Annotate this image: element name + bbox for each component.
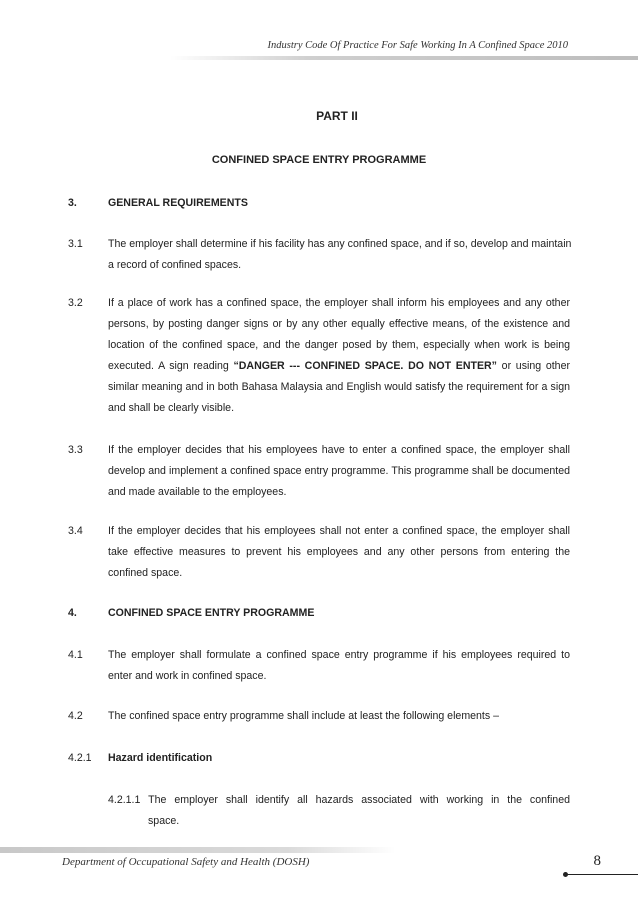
- paragraph-number: 4.2.1.1: [108, 794, 141, 806]
- paragraph-number: 3.3: [68, 444, 83, 456]
- paragraph-line: [108, 790, 570, 811]
- part-title: PART II: [316, 109, 358, 123]
- paragraph-line: If a place of work has a confined space, the employer shall inform his employees and any other: [108, 297, 570, 309]
- header-rule: [170, 56, 638, 60]
- paragraph-4-2: [68, 706, 570, 727]
- paragraph-line: take effective measures to prevent his employees and any other persons from entering the: [108, 546, 570, 558]
- section-number: 4.: [68, 607, 77, 619]
- paragraph-line: [108, 356, 570, 377]
- page-number-dot: [563, 872, 568, 877]
- paragraph-line: space.: [148, 815, 180, 827]
- section-4-heading-row: [68, 603, 570, 624]
- section-heading: GENERAL REQUIREMENTS: [108, 197, 248, 209]
- paragraph-line: similar meaning and in both Bahasa Malaysia and English would satisfy the requirement for a sign: [108, 381, 570, 393]
- paragraph-line: and shall be clearly visible.: [108, 402, 235, 414]
- paragraph-line: persons, by posting danger signs or by any other equally effective means, of the existence and: [108, 318, 570, 330]
- paragraph-line: The employer shall determine if his facility has any confined space, and if so, develop and maintain: [108, 238, 572, 250]
- paragraph-line: a record of confined spaces.: [108, 259, 242, 271]
- paragraph-line: enter and work in confined space.: [108, 670, 267, 682]
- section-heading: CONFINED SPACE ENTRY PROGRAMME: [108, 607, 315, 619]
- paragraph-line: The employer shall formulate a confined space entry programme if his employees required to: [108, 649, 570, 661]
- text-run: executed. A sign reading: [108, 360, 234, 372]
- paragraph-line: develop and implement a confined space entry programme. This programme shall be documented: [108, 465, 570, 477]
- paragraph-number: 3.1: [68, 238, 83, 250]
- paragraph-3-1: [68, 234, 570, 276]
- paragraph-line: If the employer decides that his employees have to enter a confined space, the employer shall: [108, 444, 570, 456]
- paragraph-4-2-1-1: [68, 790, 570, 832]
- page-number-underline: [566, 874, 638, 875]
- paragraph-number: 4.2.1: [68, 752, 92, 764]
- paragraph-number: 4.2: [68, 710, 83, 722]
- subsection-heading: Hazard identification: [108, 752, 213, 764]
- paragraph-3-3: [68, 440, 570, 503]
- paragraph-line: If the employer decides that his employees shall not enter a confined space, the employer shall: [108, 525, 570, 537]
- paragraph-line: The confined space entry programme shall include at least the following elements –: [108, 710, 500, 722]
- section-subtitle: CONFINED SPACE ENTRY PROGRAMME: [211, 154, 427, 166]
- footer-organization: Department of Occupational Safety and Health (DOSH): [62, 856, 310, 868]
- paragraph-line: and made available to the employees.: [108, 486, 287, 498]
- section-number: 3.: [68, 197, 77, 209]
- danger-sign-text: “DANGER --- CONFINED SPACE. DO NOT ENTER”: [233, 360, 497, 372]
- paragraph-line: location of the confined space, and the danger posed by them, especially when work is being: [108, 339, 570, 351]
- paragraph-number: 4.1: [68, 649, 83, 661]
- text-run: or using other: [496, 360, 570, 372]
- paragraph-number: 3.4: [68, 525, 83, 537]
- paragraph-4-2-1: [68, 748, 570, 769]
- running-header: Industry Code Of Practice For Safe Working In A Confined Space 2010: [267, 40, 568, 51]
- text-run: The employer shall identify all hazards associated with working in the confined: [148, 794, 570, 806]
- paragraph-4-1: [68, 645, 570, 687]
- section-3-heading-row: [68, 193, 570, 214]
- paragraph-line: confined space.: [108, 567, 183, 579]
- paragraph-number: 3.2: [68, 297, 83, 309]
- page-number: 8: [593, 853, 601, 869]
- paragraph-3-4: [68, 521, 570, 584]
- footer-rule: [0, 847, 638, 853]
- paragraph-3-2: [68, 293, 570, 419]
